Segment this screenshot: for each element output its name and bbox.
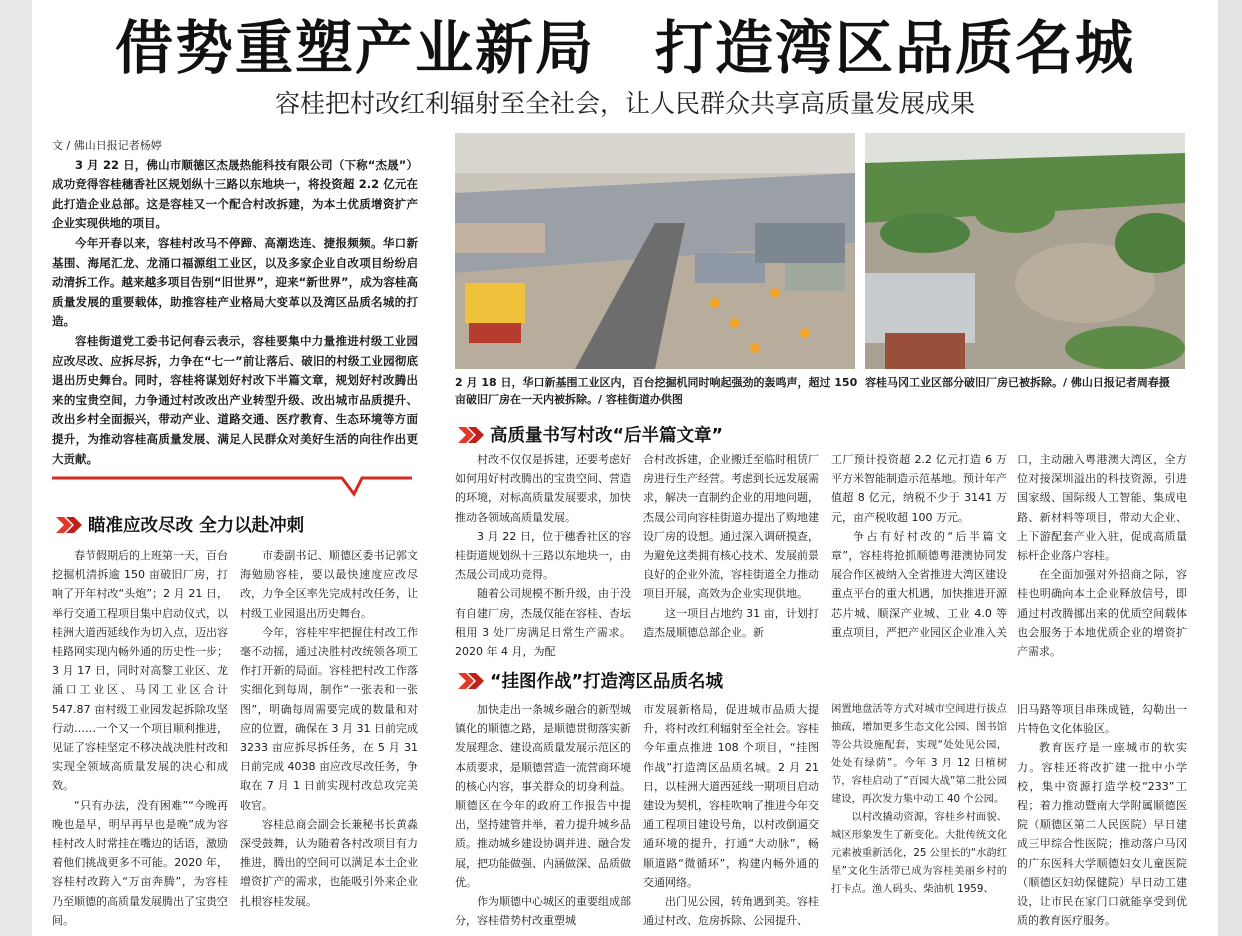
paragraph: 口，主动融入粤港澳大湾区，全方位对接深圳溢出的科技资源，引进国家级、国际级人工智能、集成电路、新材料等项目，带动大企业、上下游配套产业入驻，促成高质量标杆企业落户容桂。: [1017, 453, 1187, 563]
red-divider-line: [52, 474, 412, 498]
paragraph: 村改不仅仅是拆建，还要考虑好如何用好村改腾出的宝贵空间、营造的环境，对标高质量发展要求，加快推动各领域高质量发展。: [455, 453, 631, 524]
section-heading-1: [56, 512, 304, 537]
section-title: 高质量书写村改“后半篇文章”: [490, 426, 724, 446]
paragraph: 旧马路等项目串珠成链，勾勒出一片特色文化体验区。: [1017, 703, 1187, 736]
paragraph: 合村改拆建，企业搬迁至临时租赁厂房进行生产经营。考虑到长远发展需求，解决一直制约企业的用地问题，杰晟公司向容桂街道办提出了购地建设厂房的设想。通过深入调研摸查，为避免这类拥有核心技术、发展前景良好的企业外流，容桂街道全力推动项目开展，高效为企业实现供地。: [643, 453, 819, 601]
paragraph: 今年，容桂牢牢把握住村改工作毫不动摇，通过决胜村改统领各项工作打开新的局面。容桂把村改工作落实细化到每周，制作“一张表和一张图”，明确每周需要完成的数量和对应的位置，确保在 3 月 31 日前完成 3233 亩应拆尽拆任务，在 5 月 31 日前完成 4038 亩应改尽改任务，争取在 7 月 1 日前实现村改总攻完美收官。: [240, 625, 418, 812]
section-title: 瞄准应改尽改 全力以赴冲刺: [88, 516, 305, 536]
lead-paragraph: 容桂街道党工委书记何春云表示，容桂要集中力量推进村级工业园应改尽改、应拆尽拆，力争在“七一”前让落后、破旧的村级工业园彻底退出历史舞台。同时，容桂将谋划好村改下半篇文章，规划好村改腾出来的宝贵空间，力争通过村改改出产业转型升级、改出城市品质提升、改出乡村全面振兴，带动产业、道路交通、医疗教育、生态环境等方面提升，为推动容桂高质量发展、满足人民群众对美好生活的向往作出更大贡献。: [52, 333, 418, 466]
paragraph: 容桂总商会副会长兼秘书长黄淼深受鼓舞，认为随着各村改项目有力推进，腾出的空间可以满足本土企业增资扩产的需求，也能吸引外来企业扎根容桂发展。: [240, 817, 418, 908]
paragraph: 出门见公园，转角遇到美。容桂通过村改、危房拆除、公园提升、: [643, 895, 819, 928]
section3-column-2: [643, 700, 819, 930]
section3-column-4: [1017, 700, 1187, 930]
section2-column-4: [1017, 450, 1187, 661]
photo-demolition-site: [455, 133, 855, 369]
paragraph: 以村改撬动资源，容桂乡村面貌、城区形象发生了新变化。大批传统文化元素被重新活化，25 公里长的“水韵红星”文化生活带已成为容桂美丽乡村的打卡点。渔人码头、柴油机 1959、: [831, 811, 1007, 895]
section2-column-2: [643, 450, 819, 642]
double-chevron-icon: [458, 427, 484, 443]
paragraph: 春节假期后的上班第一天，百台挖掘机清拆逾 150 亩破旧厂房，打响了开年村改“头炮”；2 月 21 日，举行交通工程项目集中启动仪式，以桂洲大道西延线作为切入点，迈出容桂路网实现内畅外通的历史性一步；3 月 17 日，同时对高黎工业区、龙涌口工业区、马冈工业区合计 547.87 亩村级工业园发起拆除攻坚行动……一个又一个项目顺利推进，见证了容桂坚定不移决战决胜村改和实现全领域高质量发展的决心和成效。: [52, 549, 228, 793]
byline: 文 / 佛山日报记者杨婷: [52, 139, 162, 152]
paragraph: 这一项目占地约 31 亩，计划打造杰晟顺德总部企业。新: [643, 606, 819, 639]
subheadline: 容桂把村改红利辐射至全社会，让人民群众共享高质量发展成果: [274, 89, 975, 118]
page-left-margin: [0, 0, 32, 936]
section-title: “挂图作战”打造湾区品质名城: [490, 672, 724, 692]
section1-column-1: [52, 546, 228, 930]
paragraph: 加快走出一条城乡融合的新型城镇化的顺德之路，是顺德贯彻落实新发展理念、建设高质量发展示范区的本质要求，是顺德营造一流营商环境的核心内容，事关群众的切身利益。顺德区在今年的政府工作报告中提出，坚持建管并举，着力提升城乡品质。推动城乡建设协调并进、融合发展，把功能做强、内涵做深、品质做优。: [455, 703, 631, 889]
section2-column-3: [831, 450, 1007, 642]
double-chevron-icon: [56, 517, 82, 533]
paragraph: 在全面加强对外招商之际，容桂也明确向本土企业释放信号，即通过村改腾挪出来的优质空间载体也会服务于本地优质企业的增资扩产需求。: [1017, 568, 1187, 659]
page-right-margin: [1218, 0, 1242, 936]
section-heading-2: [458, 422, 723, 447]
paragraph: 教育医疗是一座城市的软实力。容桂还将改扩建一批中小学校，集中资源打造学校“233”工程；着力推动暨南大学附属顺德医院（顺德区第二人民医院）早日建成三甲综合性医院；推动落户马冈的广东医科大学顺德妇女儿童医院（顺德区妇幼保健院）早日动工建设，让市民在家门口就能享受到优质的教育医疗服务。: [1017, 741, 1187, 928]
paragraph: 3 月 22 日，位于穗香社区的容桂街道规划纵十三路以东地块一，由杰晟公司成功竞得。: [455, 529, 631, 582]
section3-column-3: [831, 700, 1007, 898]
lead-paragraph: 3 月 22 日，佛山市顺德区杰晟热能科技有限公司（下称“杰晟”）成功竞得容桂穗香社区规划纵十三路以东地块一，将投资超 2.2 亿元在此打造企业总部。这是容桂又一个配合村改拆建，为本土优质增资扩产企业实现供地的项目。: [52, 157, 418, 231]
paragraph: 作为顺德中心城区的重要组成部分，容桂借势村改重塑城: [455, 895, 631, 928]
section2-column-1: [455, 450, 631, 661]
lead-paragraph: 今年开春以来，容桂村改马不停蹄、高潮迭连、捷报频频。华口新基围、海尾汇龙、龙涌口福源组工业区，以及多家企业自改项目纷纷启动清拆工作。越来越多项目告别“旧世界”，迎来“新世界”，成为容桂高质量发展的重要载体，助推容桂产业格局大变革以及湾区品质名城的打造。: [52, 235, 418, 329]
paragraph: 随着公司规模不断升级，由于没有自建厂房，杰晟仅能在容桂、杏坛租用 3 处厂房满足日常生产需求。2020 年 4 月，为配: [455, 587, 631, 659]
paragraph: “只有办法，没有困难”“今晚再晚也是早，明早再早也是晚”成为容桂村改人时常挂在嘴边的话语，激励着他们挑战更多不可能。2020 年，容桂村改跨入“万亩奔腾”，为容桂乃至顺德的高质量发展腾出了宝贵空间。: [52, 798, 228, 927]
photo-magang-industrial-zone: [865, 133, 1185, 369]
lead-article: [52, 136, 418, 469]
paragraph: 工厂预计投资超 2.2 亿元打造 6 万平方米智能制造示范基地。预计年产值超 8 亿元，纳税不少于 3141 万元，亩产税收超 100 万元。: [831, 453, 1007, 524]
photo-caption-left: 2 月 18 日，华口新基围工业区内，百台挖掘机同时响起强劲的轰鸣声，超过 150 亩破旧厂房在一天内被拆除。/ 容桂街道办供图: [455, 376, 858, 406]
section1-column-2: [240, 546, 418, 911]
photo-caption-right: 容桂马冈工业区部分破旧厂房已被拆除。/ 佛山日报记者周春摄: [865, 376, 1170, 389]
paragraph: 争占有好村改的“后半篇文章”，容桂将抢抓顺德粤港澳协同发展合作区被纳入全省推进大湾区建设重点平台的重大机遇，加快推进开源芯片城、顺深产业城、工业 4.0 等重点项目，严把产业园区企业准入关: [831, 529, 1007, 639]
section3-column-1: [455, 700, 631, 930]
headline: 借势重塑产业新局 打造湾区品质名城: [114, 14, 1135, 82]
section-heading-3: [458, 668, 723, 693]
paragraph: 市发展新格局，促进城市品质大提升，将村改红利辐射至全社会。容桂今年重点推进 108 个项目，“挂图作战”打造湾区品质名城。2 月 21 日，以桂洲大道西延线一期项目启动建设为契机，容桂吹响了推进今年交通工程项目建设号角，以村改倒逼交通环境的提升，打通“大动脉”，畅顺道路“微循环”，构建内畅外通的交通网络。: [643, 703, 819, 889]
paragraph: 市委副书记、顺德区委书记郭文海勉励容桂，要以最快速度应改尽改，力争全区率先完成村改任务，让村级工业园退出历史舞台。: [240, 549, 418, 620]
double-chevron-icon: [458, 673, 484, 689]
paragraph: 闲置地盘活等方式对城市空间进行拔点抽疏，增加更多生态文化公园、图书馆等公共设施配套，实现“处处见公园，处处有绿荫”。今年 3 月 12 日植树节，容桂启动了“百园大战”第二批公园建设，再次发力集中动工 40 个公园。: [831, 703, 1007, 805]
